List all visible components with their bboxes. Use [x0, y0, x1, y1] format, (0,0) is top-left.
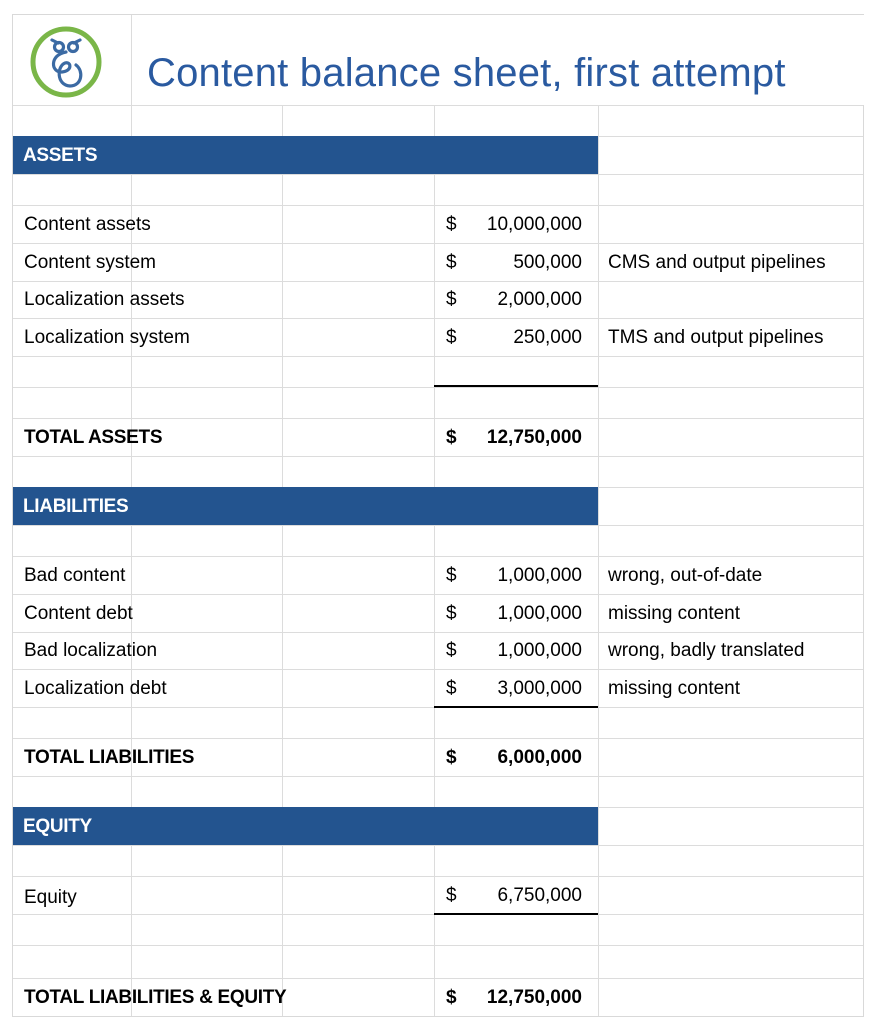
currency-symbol: $ [446, 427, 457, 448]
grid-row-line [13, 776, 863, 777]
currency-symbol: $ [446, 214, 457, 235]
row-label: Equity [24, 887, 77, 908]
total-row [13, 978, 863, 1016]
total-liabilities-equity-label: TOTAL LIABILITIES & EQUITY [24, 987, 287, 1008]
table-row [13, 281, 863, 318]
subtotal-rule [434, 385, 598, 387]
row-amount: 1,000,000 [497, 603, 582, 624]
row-label: Content assets [24, 214, 151, 235]
table-row [13, 594, 863, 632]
total-assets-label: TOTAL ASSETS [24, 427, 163, 448]
table-row [13, 205, 863, 243]
currency-symbol: $ [446, 603, 457, 624]
total-liabilities-amount: 6,000,000 [497, 747, 582, 768]
currency-symbol: $ [446, 252, 457, 273]
grid-row-line [13, 387, 863, 388]
grid-row-line [13, 456, 863, 457]
row-amount: 3,000,000 [497, 678, 582, 699]
table-row [13, 669, 863, 707]
currency-symbol: $ [446, 747, 457, 768]
grid-row-line [13, 525, 863, 526]
row-label: Content system [24, 252, 156, 273]
row-amount: 250,000 [513, 327, 582, 348]
owl-logo-icon [29, 25, 103, 99]
liabilities-header-band [13, 487, 598, 525]
subtotal-rule [434, 706, 598, 708]
currency-symbol: $ [446, 987, 457, 1008]
row-note: missing content [608, 603, 741, 624]
grid-row-line [13, 174, 863, 175]
row-amount: 500,000 [513, 252, 582, 273]
row-amount: 6,750,000 [497, 885, 582, 906]
total-liabilities-label: TOTAL LIABILITIES [24, 747, 195, 768]
row-note: wrong, badly translated [608, 640, 805, 661]
equity-header: EQUITY [23, 816, 92, 837]
page-title: Content balance sheet, first attempt [147, 51, 786, 95]
row-label: Localization debt [24, 678, 167, 699]
total-row [13, 738, 863, 776]
row-label: Localization system [24, 327, 190, 348]
currency-symbol: $ [446, 640, 457, 661]
total-liabilities-equity-amount: 12,750,000 [486, 987, 582, 1008]
equity-header-band [13, 807, 598, 845]
total-row [13, 418, 863, 456]
table-row [13, 318, 863, 356]
row-label: Content debt [24, 603, 133, 624]
row-label: Bad content [24, 565, 126, 586]
currency-symbol: $ [446, 289, 457, 310]
row-note: missing content [608, 678, 741, 699]
assets-header: ASSETS [23, 145, 98, 166]
grid-row-line [13, 945, 863, 946]
row-note: TMS and output pipelines [608, 327, 824, 348]
row-amount: 10,000,000 [486, 214, 582, 235]
row-note: wrong, out-of-date [608, 565, 763, 586]
row-label: Bad localization [24, 640, 158, 661]
liabilities-header: LIABILITIES [23, 496, 129, 517]
currency-symbol: $ [446, 327, 457, 348]
row-label: Localization assets [24, 289, 185, 310]
row-amount: 2,000,000 [497, 289, 582, 310]
subtotal-rule [434, 913, 598, 915]
currency-symbol: $ [446, 565, 457, 586]
grid-row-line [13, 356, 863, 357]
total-assets-amount: 12,750,000 [486, 427, 582, 448]
grid-row-line [13, 105, 863, 106]
balance-sheet [12, 14, 864, 1017]
currency-symbol: $ [446, 678, 457, 699]
row-amount: 1,000,000 [497, 565, 582, 586]
currency-symbol: $ [446, 885, 457, 906]
table-row [13, 876, 863, 914]
row-note: CMS and output pipelines [608, 252, 826, 273]
table-row [13, 632, 863, 669]
grid-row-line [13, 845, 863, 846]
assets-header-band [13, 136, 598, 174]
grid-col-line [598, 15, 599, 1016]
table-row [13, 556, 863, 594]
table-row [13, 243, 863, 281]
row-amount: 1,000,000 [497, 640, 582, 661]
